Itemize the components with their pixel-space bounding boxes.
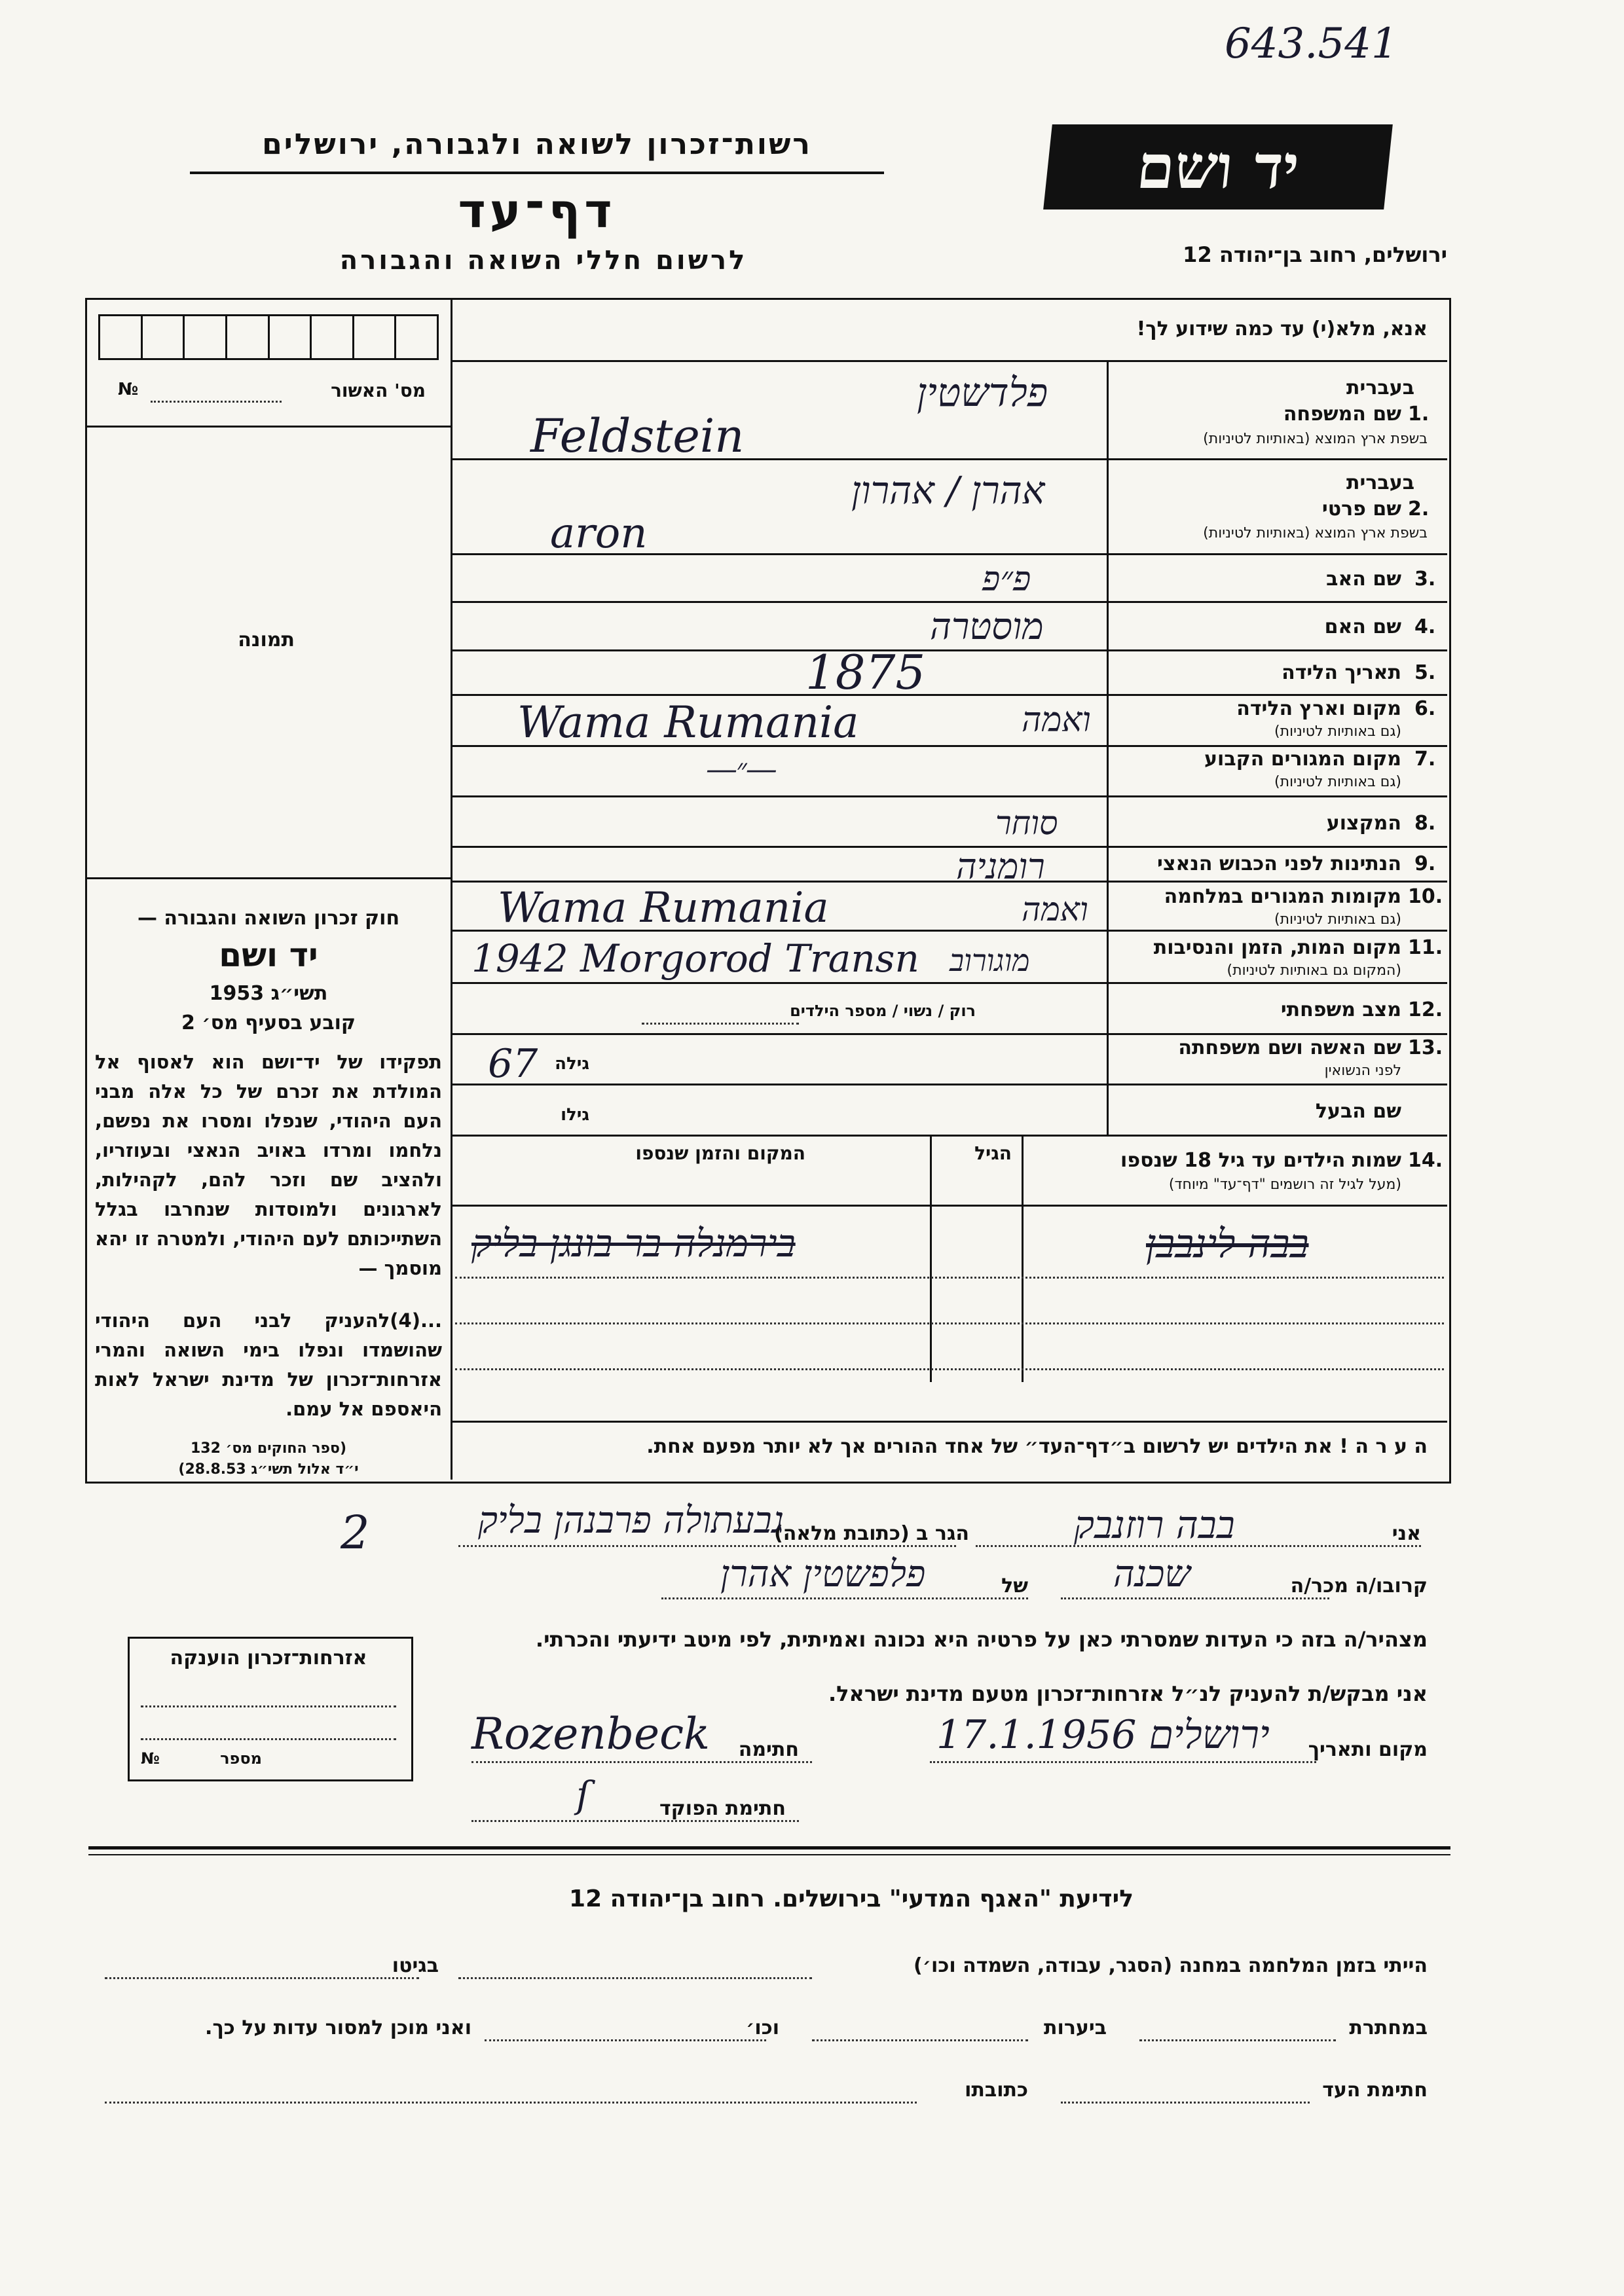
children-divider-age (930, 1137, 932, 1382)
citizenship-line-1[interactable] (141, 1705, 396, 1707)
request: אני מבקש/ת להעניק לנ״ל אזרחות־זכרון מטעם מדינת ישראל. (828, 1681, 1428, 1706)
children-label: שמות הילדים עד גיל 18 שנספו (1120, 1149, 1401, 1172)
field-1-hebrew-value: פלדשטין (917, 370, 1048, 416)
field-2-label: שם פרטי (1321, 498, 1401, 520)
declarant-of-value: פלפשטין אהרן (720, 1553, 926, 1595)
field-3-value: פ״פ (982, 560, 1031, 599)
law-source: (ספר החוקים מס׳ 132 (190, 1440, 347, 1457)
field-11-hebrew-value: מוגורוב (950, 943, 1030, 978)
field-13-age-value: 67 (488, 1041, 538, 1087)
declarant-i-label: אני (1392, 1522, 1421, 1545)
law-year: תשי״ג 1953 (209, 982, 328, 1005)
children-row-1[interactable] (455, 1277, 1444, 1279)
field-10-num: 10. (1408, 885, 1443, 908)
place-date-field[interactable] (930, 1761, 1316, 1763)
law-source-date: י״ד אלול תשי״ג 28.8.53) (178, 1461, 359, 1478)
officer-label: חתימת הפוקד (659, 1797, 786, 1820)
citizenship-title: אזרחות־זכרון הוענקה (170, 1647, 367, 1669)
declarant-of-label: של (1001, 1575, 1028, 1597)
row-rule (452, 795, 1447, 797)
children-place-value: בירמנלה בר בונגן בליק (471, 1221, 796, 1266)
approval-boxes (98, 314, 439, 360)
approval-no: № (118, 380, 139, 399)
footer-underground-field[interactable] (1139, 2039, 1336, 2041)
authority-title: רשות־זכרון לשואה ולגבורה, ירושלים (262, 128, 812, 161)
declarant-relation-value: שכנה (1113, 1553, 1191, 1595)
row-rule (452, 649, 1447, 651)
declarant-address-value: גבעתולה פרבנהן בליק (478, 1499, 784, 1542)
field-6-label: מקום וארץ הלידה (1236, 697, 1401, 720)
declaration: מצהיר/ה בזה כי העדות שמסרתי כאן על פרטיה היא נכונה ואמיתית, לפי מיטב ידיעתי והכרתי. (535, 1627, 1428, 1652)
left-column-border (451, 298, 452, 1480)
footer-ready-label: ואני מוכן למסור עדות על כך. (205, 2016, 471, 2039)
field-11-label: מקום המות, הזמן והנסיבות (1153, 936, 1401, 959)
footer-witness-label: חתימת העד (1322, 2079, 1428, 2102)
children-divider-name (1022, 1137, 1024, 1382)
field-8-label: המקצוע (1326, 812, 1401, 835)
footer-witness-field[interactable] (1061, 2102, 1310, 2104)
field-2-hebrew-value: אהרן / אהרון (851, 468, 1045, 513)
children-age-header: הגיל (974, 1142, 1012, 1164)
field-1-num: 1. (1408, 403, 1430, 426)
signature-value: Rozenbeck (471, 1709, 710, 1759)
husband-age-label: גילו (561, 1105, 589, 1125)
citizenship-number-label: מספר (220, 1749, 262, 1768)
form-title: דף־עד (458, 183, 616, 238)
footer-title: לידיעת "האגף המדעי" בירושלים. רחוב בן־יהודה 12 (569, 1886, 1134, 1912)
row-rule (452, 1135, 1447, 1137)
children-sub: (מעל לגיל זה רושמים "דף־עד" מיוחד) (1168, 1176, 1401, 1193)
field-12-num: 12. (1408, 998, 1443, 1021)
field-4-value: מוסטרה (930, 606, 1044, 648)
note-rule (452, 1421, 1447, 1423)
field-11-num: 11. (1408, 936, 1443, 959)
approval-rule (87, 426, 451, 428)
footer-underground-label: במחתרת (1349, 2016, 1428, 2039)
field-13-label: שם האשה ושם משפחתה (1178, 1036, 1401, 1059)
field-6-num: 6. (1414, 697, 1436, 720)
field-6-hebrew-value: ואמה (1022, 701, 1091, 740)
field-7-value: ―״― (707, 753, 776, 786)
footer-rule-1 (88, 1846, 1450, 1850)
field-5-value: 1875 (805, 645, 926, 700)
signature-field[interactable] (471, 1761, 812, 1763)
field-12-label: מצב משפחתי (1280, 998, 1401, 1021)
row-rule (452, 881, 1447, 883)
law-clause4: ...(4)להעניק לבני העם היהודי שהושמדו ונפלו בימי השואה והמרי אזרחות־זכרון של מדינת ישראל לאות היאספם אל עמם. (95, 1309, 442, 1420)
field-8-value: סוחר (995, 804, 1058, 842)
field-5-num: 5. (1414, 661, 1436, 684)
field-2-hebrew-tag: בעברית (1346, 471, 1414, 494)
instruction-rule (452, 360, 1447, 362)
field-1-latin-value: Feldstein (530, 409, 745, 463)
approval-label: מס' האשור (331, 380, 426, 401)
citizenship-line-2[interactable] (141, 1738, 396, 1740)
declarant-address-extra: 2 (341, 1506, 370, 1559)
declarant-name-value: בבה רוזנבק (1074, 1503, 1235, 1547)
footer-camp-line: הייתי בזמן המלחמה במחנה (הסגר, עבודה, השמדה וכו׳) (913, 1954, 1428, 1977)
declarant-relation-field[interactable] (1061, 1597, 1329, 1599)
law-text: תפקידו של יד־ושם הוא לאסוף אל המולדת את זכרם של כל אלה מבני העם היהודי, שנפלו ומסרו את נפשם, נלחמו ומרדו באויב הנאצי ובעוזריו, ולהציב שם וזכר להם, לקהילות, לארגונים ולמוסדות שנחרבו בגלל השתייכותם לעם היהודי, ולמטרה זו יהא מוסמך — (95, 1051, 442, 1279)
field-1-sub: בשפת ארץ המוצא (באותיות לטיניות) (1203, 431, 1428, 447)
declarant-living-label: הגר ב (כתובת מלאה) (773, 1522, 969, 1545)
row-rule (452, 694, 1447, 696)
field-9-num: 9. (1414, 852, 1436, 875)
field-6-sub: (גם באותיות לטיניות) (1274, 723, 1401, 740)
photo-box-bottom (87, 877, 451, 879)
row-rule (452, 601, 1447, 603)
footer-address-label: כתובתו (965, 2079, 1028, 2102)
yad-vashem-logo (1043, 124, 1393, 210)
logo-text: יד ושם (1134, 132, 1302, 202)
field-6-latin-value: Wama Rumania (517, 697, 859, 748)
children-header-rule (452, 1205, 1447, 1207)
law-name: יד ושם (219, 936, 318, 974)
footer-rule-2 (88, 1854, 1450, 1855)
label-column-border (1107, 362, 1109, 1135)
field-11-latin-value: 1942 Morgorod Transn (471, 936, 919, 981)
row-rule (452, 1084, 1447, 1085)
field-7-label: מקום המגורים הקבוע (1204, 748, 1401, 771)
husband-label: שם הבעל (1315, 1100, 1401, 1123)
declarant-relation-label: קרובו/ה מכר/ה (1290, 1575, 1428, 1597)
field-10-hebrew-value: ואמה (1022, 890, 1088, 928)
marital-status-field[interactable] (642, 1023, 799, 1025)
children-row-3[interactable] (455, 1368, 1444, 1370)
field-4-num: 4. (1414, 615, 1436, 638)
law-clause: קובע בסעיף מס׳ 2 (181, 1011, 356, 1034)
field-9-value: רומניה (956, 846, 1045, 887)
footer-forests-label: ביערות (1044, 2016, 1107, 2039)
place-date-value: ירושלים 17.1.1956 (936, 1712, 1270, 1758)
declarant-of-field[interactable] (661, 1597, 1028, 1599)
footer-ghetto-field[interactable] (105, 1977, 419, 1979)
children-row-2[interactable] (455, 1322, 1444, 1324)
footer-ghetto-label: בגיטו (392, 1954, 439, 1977)
field-2-latin-value: aron (550, 509, 648, 558)
archive-number: 643.541 (1225, 20, 1398, 68)
instruction: אנא, מלא(י) עד כמה שידוע לך! (1136, 318, 1428, 340)
footer-forests-field[interactable] (812, 2039, 1028, 2041)
row-rule (452, 1033, 1447, 1035)
place-date-label: מקום ותאריך (1308, 1738, 1428, 1761)
field-1-label: שם המשפחה (1283, 403, 1401, 426)
field-10-label: מקומות המגורים במלחמה (1164, 885, 1401, 908)
field-12-inline-label: רוק / נשוי / מספר הילדים (790, 1002, 976, 1020)
field-3-label: שם האב (1326, 568, 1401, 591)
field-7-sub: (גם באותיות לטיניות) (1274, 774, 1401, 790)
citizenship-no: № (141, 1749, 160, 1768)
signature-label: חתימה (738, 1738, 799, 1761)
field-9-label: הנתינות לפני הכבוש הנאצי (1157, 852, 1401, 875)
field-13-sub: לפני הנשואין (1324, 1063, 1401, 1079)
note: ה ע ר ה ! את הילדים יש לרשום ב״דף־העד״ של אחד ההורים אך לא יותר מפעם אחת. (646, 1435, 1428, 1458)
children-place-header: המקום והזמן שנספו (635, 1142, 805, 1164)
field-13-age-label: גילה (555, 1054, 589, 1074)
officer-signature: ſ (576, 1774, 590, 1817)
children-num: 14. (1408, 1149, 1443, 1172)
field-4-label: שם האם (1324, 615, 1401, 638)
field-5-label: תאריך הלידה (1282, 661, 1401, 684)
header-address: ירושלים, רחוב בן־יהודה 12 (1183, 242, 1447, 267)
field-2-num: 2. (1408, 498, 1430, 520)
declarant-address-field[interactable] (458, 1545, 956, 1547)
row-rule (452, 982, 1447, 984)
photo-label: תמונה (238, 629, 295, 651)
row-rule (452, 846, 1447, 848)
field-2-sub: בשפת ארץ המוצא (באותיות לטיניות) (1203, 525, 1428, 541)
field-10-sub: (גם באותיות לטיניות) (1274, 911, 1401, 928)
field-1-hebrew-tag: בעברית (1346, 376, 1414, 399)
footer-address-field[interactable] (105, 2102, 917, 2104)
field-3-num: 3. (1414, 568, 1436, 591)
children-name-value: בבה לינבבן (1146, 1221, 1309, 1267)
footer-camp-field[interactable] (458, 1977, 812, 1979)
field-8-num: 8. (1414, 812, 1436, 835)
footer-etc-field[interactable] (485, 2039, 766, 2041)
field-7-num: 7. (1414, 748, 1436, 771)
header-rule (190, 172, 884, 174)
field-11-sub: (המקום גם באותיות לטיניות) (1227, 962, 1401, 979)
law-title: חוק זכרון השואה והגבורה — (137, 907, 400, 930)
approval-field[interactable] (151, 401, 282, 403)
officer-field[interactable] (471, 1820, 799, 1822)
form-subtitle: לרשום חללי השואה והגבורה (339, 246, 748, 276)
field-13-num: 13. (1408, 1036, 1443, 1059)
field-10-latin-value: Wama Rumania (498, 884, 829, 932)
footer-etc-label: וכו׳ (746, 2016, 779, 2039)
